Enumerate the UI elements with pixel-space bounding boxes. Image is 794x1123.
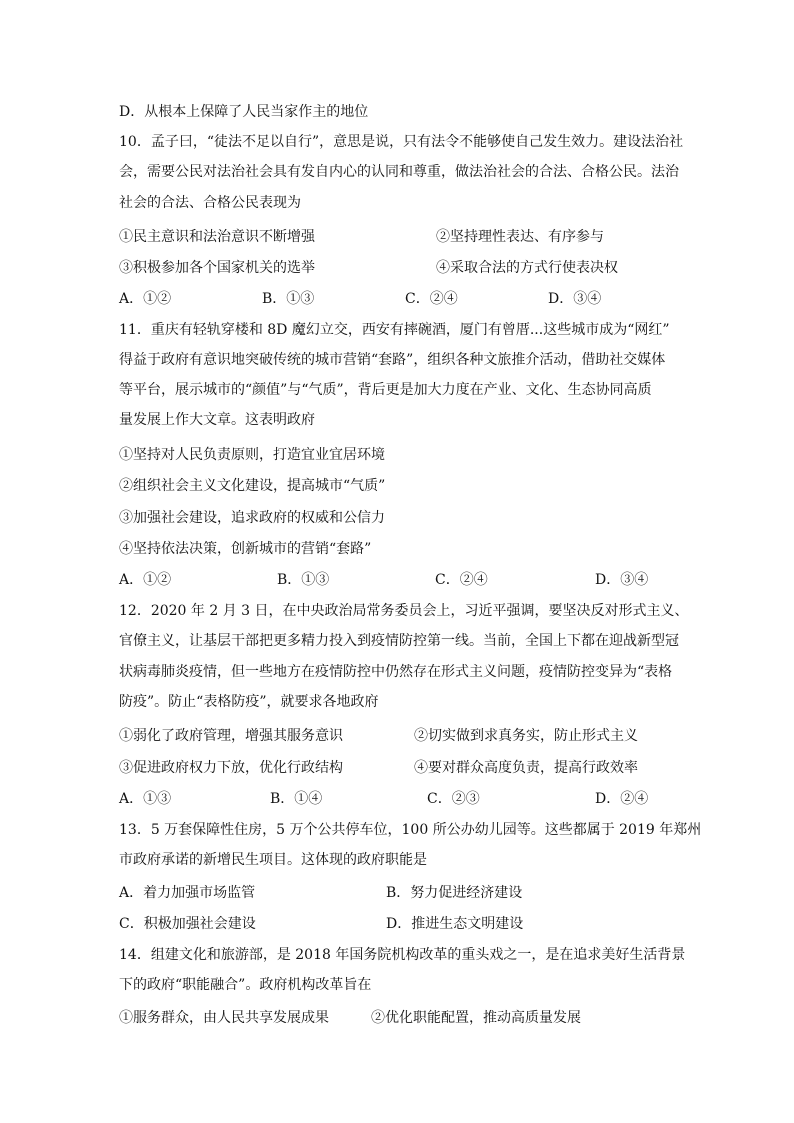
q10-item-1: ①民主意识和法治意识不断增强 (119, 229, 315, 245)
q11-item-1: ①坚持对人民负责原则，打造宜业宜居环境 (119, 447, 385, 463)
q11-choice-a: A．①② (119, 572, 172, 588)
q14-stem-line-2: 下的政府“职能融合”。政府机构改革旨在 (119, 977, 372, 993)
q14-stem-line-1: 14．组建文化和旅游部，是 2018 年国务院机构改革的重头戏之一，是在追求美好生活背景 (119, 947, 686, 963)
q11-choice-c: C．②④ (435, 572, 488, 588)
q10-item-4: ④采取合法的方式行使表决权 (436, 260, 618, 276)
q11-stem-line-2: 得益于政府有意识地突破传统的城市营销“套路”，组织各种文旅推介活动，借助社交媒体 (119, 352, 666, 368)
q11-choice-d: D．③④ (595, 572, 649, 588)
q11-choice-b: B．①③ (277, 572, 330, 588)
q11-stem-line-4: 量发展上作大文章。这表明政府 (119, 412, 315, 428)
q10-item-3: ③积极参加各个国家机关的选举 (119, 260, 315, 276)
q10-stem-line-2: 会，需要公民对法治社会具有发自内心的认同和尊重，做法治社会的合法、合格公民。法治 (119, 164, 679, 180)
q14-item-1: ①服务群众，由人民共享发展成果 (119, 1010, 329, 1026)
q13-choice-c: C．积极加强社会建设 (119, 916, 256, 932)
q12-item-4: ④要对群众高度负责，提高行政效率 (414, 760, 638, 776)
q10-stem-line-1: 10．孟子曰，“徒法不足以自行”，意思是说，只有法令不能够使自己发生效力。建设法治社 (119, 134, 684, 150)
q12-choice-d: D．②④ (595, 791, 649, 807)
q13-choice-d: D．推进生态文明建设 (386, 916, 524, 932)
q11-item-3: ③加强社会建设，追求政府的权威和公信力 (119, 510, 385, 526)
q14-item-2: ②优化职能配置，推动高质量发展 (371, 1010, 581, 1026)
q12-item-1: ①弱化了政府管理，增强其服务意识 (119, 728, 343, 744)
q12-choice-c: C．②③ (427, 791, 480, 807)
q10-item-2: ②坚持理性表达、有序参与 (436, 229, 604, 245)
q13-choice-a: A．着力加强市场监管 (119, 885, 256, 901)
q11-item-4: ④坚持依法决策，创新城市的营销“套路” (119, 541, 372, 557)
q12-item-3: ③促进政府权力下放，优化行政结构 (119, 760, 343, 776)
q10-choice-c: C．②④ (405, 291, 458, 307)
q13-stem-line-1: 13．5 万套保障性住房，5 万个公共停车位，100 所公办幼儿园等。这些都属于 2019 年郑州 (119, 822, 702, 838)
q12-stem-line-2: 官僚主义，让基层干部把更多精力投入到疫情防控第一线。当前，全国上下都在迎战新型冠 (119, 633, 679, 649)
q10-choice-b: B．①③ (262, 291, 315, 307)
q13-stem-line-2: 市政府承诺的新增民生项目。这体现的政府职能是 (119, 852, 427, 868)
q10-choice-a: A．①② (119, 291, 172, 307)
q12-choice-a: A．①③ (119, 791, 172, 807)
q11-stem-line-3: 等平台，展示城市的“颜值”与“气质”，背后更是加大力度在产业、文化、生态协同高质 (119, 382, 652, 398)
q13-choice-b: B．努力促进经济建设 (386, 885, 523, 901)
q12-choice-b: B．①④ (270, 791, 323, 807)
q12-item-2: ②切实做到求真务实，防止形式主义 (414, 728, 638, 744)
q11-item-2: ②组织社会主义文化建设，提高城市“气质” (119, 478, 386, 494)
q10-choice-d: D．③④ (548, 291, 602, 307)
q12-stem-line-3: 状病毒肺炎疫情，但一些地方在疫情防控中仍然存在形式主义问题，疫情防控变异为“表格 (119, 664, 673, 680)
q12-stem-line-1: 12．2020 年 2 月 3 日，在中央政治局常务委员会上，习近平强调，要坚决反对形式主义、 (119, 603, 689, 619)
q12-stem-line-4: 防疫”。防止“表格防疫”，就要求各地政府 (119, 694, 379, 710)
q9-option-d: D．从根本上保障了人民当家作主的地位 (119, 104, 369, 120)
q10-stem-line-3: 社会的合法、合格公民表现为 (119, 195, 301, 211)
q11-stem-line-1: 11．重庆有轻轨穿楼和 8D 魔幻立交，西安有摔碗酒，厦门有曾厝...这些城市成为“网红” (119, 322, 670, 338)
